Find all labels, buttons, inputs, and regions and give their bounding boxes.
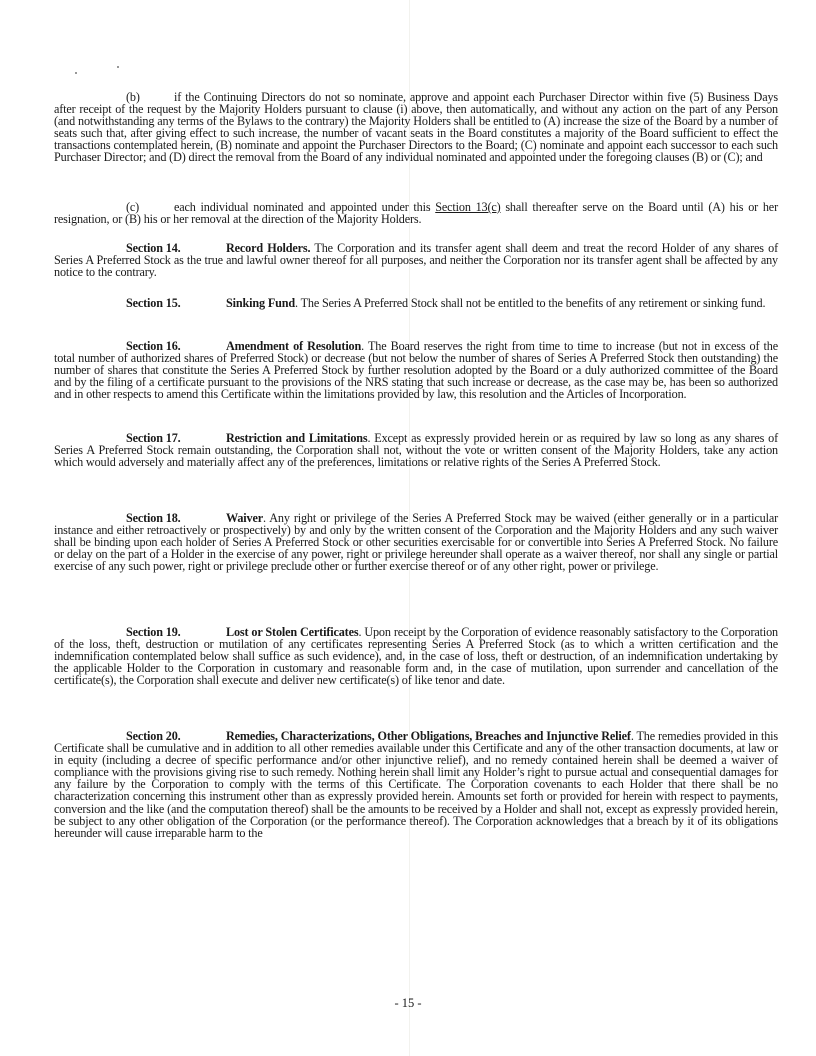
section-title: Waiver (226, 511, 264, 525)
section-number: Section 20. (126, 729, 181, 743)
section-text: The Corporation and its transfer agent shall deem and treat the record Holder of any shares of Series A Preferred Stock as the true and lawful owner thereof for all purposes, and neither the Corporation nor its transfer agent shall be affected by any notice to the contrary. (54, 241, 778, 280)
section-text: . Upon receipt by the Corporation of evidence reasonably satisfactory to the Corporation of the loss, theft, destruction or mutilation of any certificates representing Series A Preferred Stock (as to which a written certification and the indemnification contemplated below shall suffice as such evidence), and, in the case of loss, theft or destruction, of an indemnification undertaking by the applicable Holder to the Corporation in customary and reasonable form and, in the case of mutilation, upon surrender and cancellation of the certificate(s), the Corporation shall execute and deliver new certificate(s) of like tenor and date. (54, 625, 778, 688)
clause-label: (c) (126, 200, 140, 214)
section-17 (54, 432, 778, 468)
section-number: Section 18. (126, 511, 181, 525)
section-title: Remedies, Characterizations, Other Obligations, Breaches and Injunctive Relief (226, 729, 631, 743)
section-text: . The Board reserves the right from time to time to increase (but not in excess of the total number of authorized shares of Preferred Stock) or decrease (but not below the number of shares of Series A Preferred Stock then outstanding) the number of shares that constitute the Series A Preferred Stock by further resolution adopted by the Board or a duly authorized committee of the Board and by the filing of a certificate pursuant to the provisions of the NRS stating that such increase or decrease, as the case may be, has been so authorized and in other respects to amend this Certificate within the limitations provided by law, this resolution and the Articles of Incorporation. (54, 339, 778, 402)
section-14 (54, 242, 778, 278)
section-text: . Any right or privilege of the Series A Preferred Stock may be waived (either generally or in a particular instance and either retroactively or prospectively) by and only by the written consent of the Corporation and the Majority Holders and any such waiver shall be binding upon each holder of Series A Preferred Stock or other securities exercisable for or convertible into Series A Preferred Stock. No failure or delay on the part of a Holder in the exercise of any power, right or privilege hereunder shall operate as a waiver thereof, nor shall any single or partial exercise of any such power, right or privilege preclude other or further exercise thereof or of any other right, power or privilege. (54, 511, 778, 574)
clause-text: if the Continuing Directors do not so nominate, approve and appoint each Purchaser Director within five (5) Business Days after receipt of the request by the Majority Holders pursuant to clause (i) above, then automatically, and without any action on the part of any Person (and notwithstanding any terms of the Bylaws to the contrary) the Majority Holders shall be entitled to (A) increase the size of the Board by a number of seats such that, after giving effect to such increase, the number of vacant seats in the Board constitutes a majority of the Board sufficient to effect the transactions contemplated herein, (B) nominate and appoint the Purchaser Directors to the Board; (C) nominate and appoint each successor to each such Purchaser Director; and (D) direct the removal from the Board of any individual nominated and appointed under the foregoing clauses (B) or (C); and (54, 90, 778, 165)
section-title: Record Holders. (226, 241, 311, 255)
section-number: Section 17. (126, 431, 181, 445)
section-title: Sinking Fund (226, 296, 296, 310)
section-19 (54, 626, 778, 686)
section-number: Section 15. (126, 296, 181, 310)
section-18 (54, 512, 778, 572)
section-15 (54, 297, 778, 309)
scan-speck (117, 66, 119, 68)
section-text: . The Series A Preferred Stock shall not be entitled to the benefits of any retirement or sinking fund. (295, 296, 766, 310)
clause-label: (b) (126, 90, 140, 104)
section-title: Restriction and Limitations (226, 431, 368, 445)
section-20 (54, 730, 778, 839)
clause-text: shall thereafter serve on the Board until (A) his or her resignation, or (B) his or her removal at the direction of the Majority Holders. (54, 200, 778, 227)
section-number: Section 19. (126, 625, 181, 639)
clause-text: each individual nominated and appointed under this (174, 200, 436, 214)
scan-speck (75, 72, 77, 74)
section-title: Amendment of Resolution (226, 339, 362, 353)
page-number: - 15 - (394, 996, 422, 1010)
section-number: Section 16. (126, 339, 181, 353)
clause-b (54, 91, 778, 164)
section-reference: Section 13(c) (435, 200, 501, 214)
section-16 (54, 340, 778, 400)
section-number: Section 14. (126, 241, 181, 255)
clause-c (54, 201, 778, 225)
section-title: Lost or Stolen Certificates (226, 625, 359, 639)
section-text: . Except as expressly provided herein or as required by law so long as any shares of Series A Preferred Stock remain outstanding, the Corporation shall not, without the vote or written consent of the Majority Holders, take any action which would adversely and materially affect any of the preferences, limitations or relative rights of the Series A Preferred Stock. (54, 431, 779, 470)
section-text: . The remedies provided in this Certificate shall be cumulative and in addition to all other remedies available under this Certificate and any of the other transaction documents, at law or in equity (including a decree of specific performance and/or other injunctive relief), and no remedy contained herein shall be deemed a waiver of compliance with the provisions giving rise to such remedy. Nothing herein shall limit any Holder’s right to pursue actual and consequential damages for any failure by the Corporation to comply with the terms of this Certificate. The Corporation covenants to each Holder that there shall be no characterization concerning this instrument other than as expressly provided herein. Amounts set forth or provided for herein with respect to payments, conversion and the like (and the computation thereof) shall be the amounts to be received by a Holder and shall not, except as expressly provided herein, be subject to any other obligation of the Corporation (or the performance thereof). The Corporation acknowledges that a breach by it of its obligations hereunder will cause irreparable harm to the (54, 729, 778, 840)
